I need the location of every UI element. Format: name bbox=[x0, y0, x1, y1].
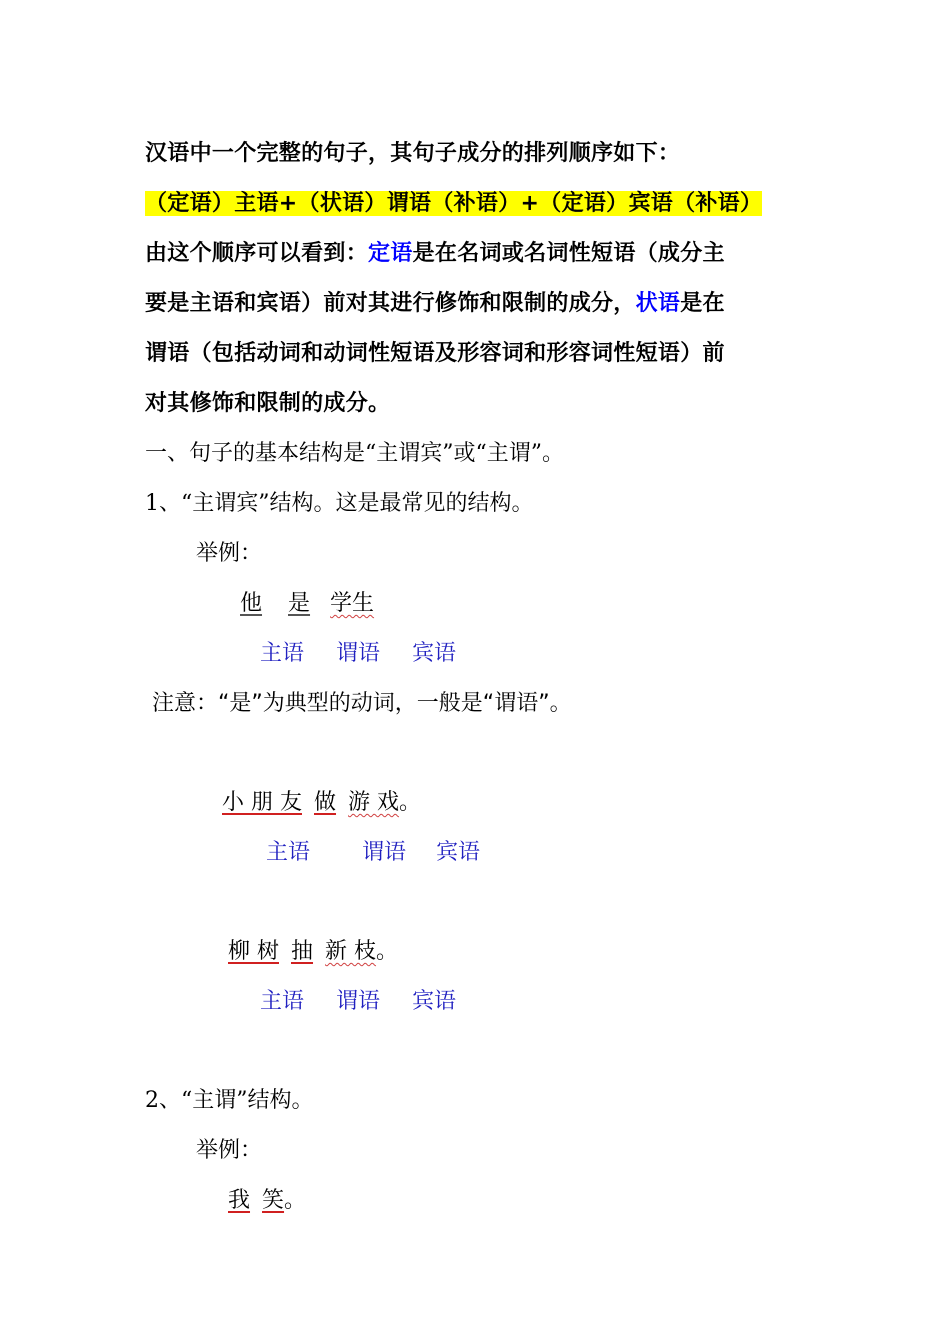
ex2-label-predicate: 谓语 bbox=[362, 840, 407, 865]
intro-line-6: 对其修饰和限制的成分。 bbox=[145, 391, 391, 416]
ex2-label-subject: 主语 bbox=[266, 840, 311, 865]
example-2-sentence bbox=[222, 785, 421, 816]
ex3-label-predicate: 谓语 bbox=[336, 989, 381, 1014]
ex3-predicate: 抽 bbox=[291, 939, 314, 964]
formula-highlight: （定语）主语+（状语）谓语（补语）+（定语）宾语（补语） bbox=[145, 191, 763, 216]
example-4-sentence bbox=[228, 1183, 306, 1214]
subsection-2-title: 2、“主谓”结构。 bbox=[145, 1088, 314, 1113]
intro-line-4 bbox=[145, 286, 725, 317]
intro-line-3 bbox=[145, 236, 725, 267]
ex1-label-predicate: 谓语 bbox=[336, 641, 381, 666]
ex2-object: 游 戏 bbox=[348, 790, 400, 815]
term-zhuangyu: 状语 bbox=[635, 291, 681, 316]
ex4-predicate: 笑 bbox=[262, 1188, 285, 1213]
ex3-label-subject: 主语 bbox=[260, 989, 305, 1014]
example-3-labels bbox=[260, 984, 456, 1015]
example-3-sentence bbox=[228, 934, 398, 965]
intro-line-3-a: 由这个顺序可以看到： bbox=[145, 241, 369, 266]
intro-line-5: 谓语（包括动词和动词性短语及形容词和形容词性短语）前 bbox=[145, 341, 725, 366]
ex3-label-object: 宾语 bbox=[412, 989, 457, 1014]
ex3-object: 新 枝 bbox=[325, 939, 377, 964]
ex2-end: 。 bbox=[399, 790, 422, 815]
term-dingyu: 定语 bbox=[368, 241, 413, 266]
intro-line-3-b: 是在名词或名词性短语（成分主 bbox=[412, 241, 725, 266]
ex3-end: 。 bbox=[376, 939, 399, 964]
intro-line-1: 汉语中一个完整的句子，其句子成分的排列顺序如下： bbox=[145, 141, 681, 166]
ex1-predicate: 是 bbox=[288, 591, 311, 616]
formula-line bbox=[145, 186, 762, 217]
intro-line-4-b: 是在 bbox=[680, 291, 725, 316]
example-1-sentence bbox=[240, 586, 374, 617]
ex4-subject: 我 bbox=[228, 1188, 251, 1213]
intro-line-4-a: 要是主语和宾语）前对其进行修饰和限制的成分， bbox=[145, 291, 636, 316]
ex1-label-object: 宾语 bbox=[412, 641, 457, 666]
ex2-predicate: 做 bbox=[314, 790, 337, 815]
example-2-labels bbox=[266, 835, 480, 866]
example-label-2: 举例： bbox=[196, 1138, 263, 1163]
ex4-end: 。 bbox=[284, 1188, 307, 1213]
note-line: 注意：“是”为典型的动词，一般是“谓语”。 bbox=[152, 691, 572, 716]
ex1-object: 学生 bbox=[330, 591, 375, 616]
section-1-heading: 一、句子的基本结构是“主谓宾”或“主谓”。 bbox=[145, 441, 564, 466]
example-label-1: 举例： bbox=[196, 541, 263, 566]
ex3-subject: 柳 树 bbox=[228, 939, 279, 964]
ex1-subject: 他 bbox=[240, 591, 263, 616]
example-1-labels bbox=[260, 636, 456, 667]
subsection-1-title: 1、“主谓宾”结构。这是最常见的结构。 bbox=[145, 491, 534, 516]
ex1-label-subject: 主语 bbox=[260, 641, 305, 666]
ex2-subject: 小 朋 友 bbox=[222, 790, 302, 815]
ex2-label-object: 宾语 bbox=[436, 840, 481, 865]
